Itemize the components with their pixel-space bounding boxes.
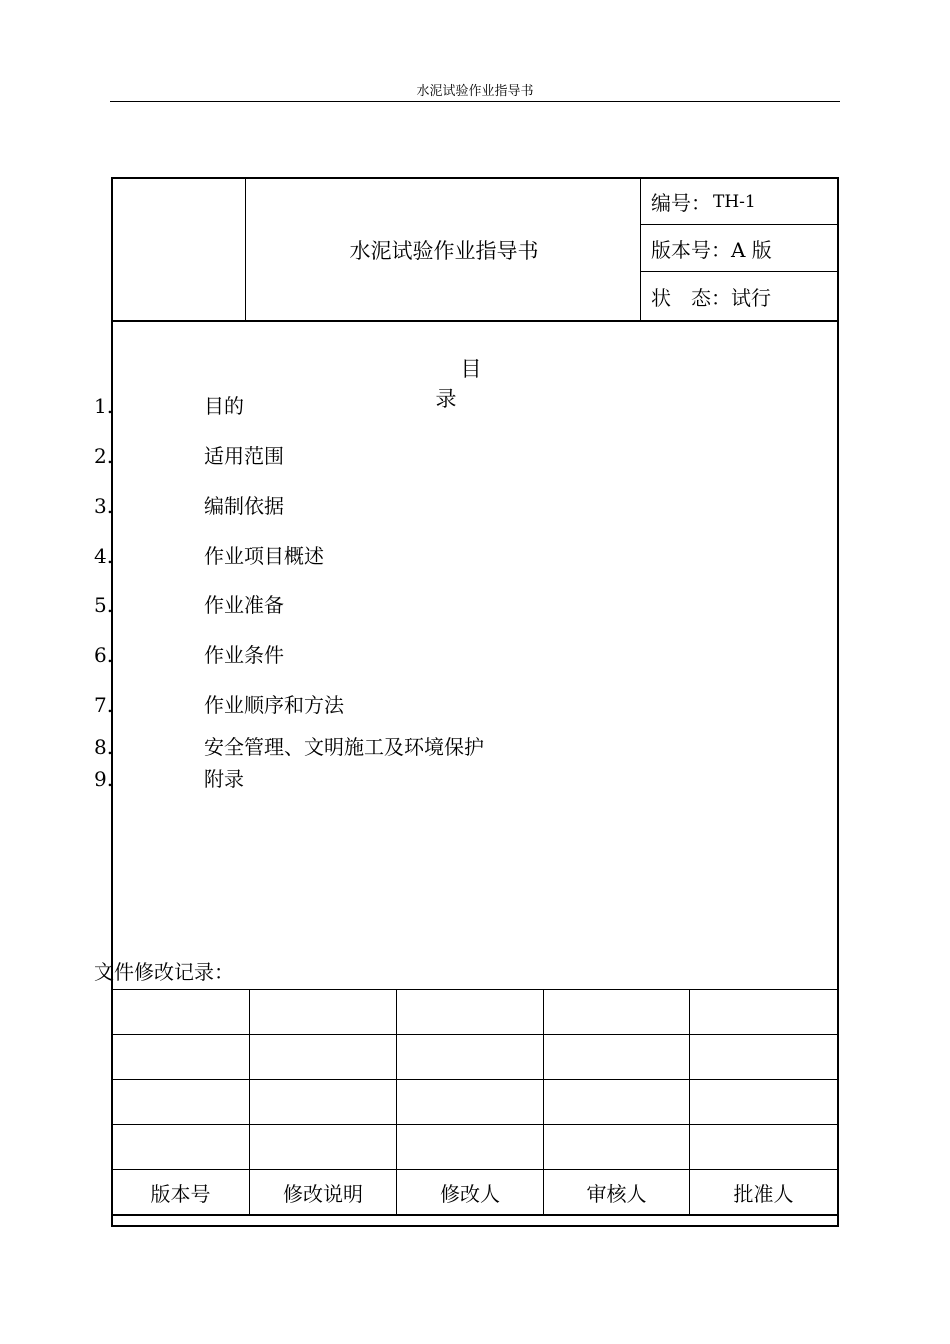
document-version: 版本号：A 版 — [641, 226, 838, 272]
document-code — [641, 179, 838, 225]
document-title: 水泥试验作业指导书 — [349, 238, 539, 263]
table-header-row — [112, 1170, 838, 1216]
table-cell — [112, 1080, 250, 1125]
toc-item-text: 目的 — [204, 394, 244, 418]
column-approver: 批准人 — [690, 1170, 838, 1216]
table-cell — [397, 1080, 544, 1125]
table-cell — [397, 1035, 544, 1080]
table-cell — [544, 1125, 690, 1170]
toc-item-number: 2. — [94, 444, 114, 468]
table-cell — [690, 990, 838, 1035]
table-cell — [112, 1035, 250, 1080]
meta-cell — [640, 179, 838, 320]
table-row — [112, 1125, 838, 1170]
toc-item-number: 8. — [94, 735, 114, 759]
table-cell — [250, 990, 397, 1035]
table-cell — [544, 1035, 690, 1080]
toc-item-number: 4. — [94, 544, 114, 568]
table-cell — [544, 990, 690, 1035]
table-row — [112, 1035, 838, 1080]
toc-item-text: 附录 — [204, 767, 244, 791]
code-value: TH-1 — [713, 191, 756, 212]
table-cell — [397, 990, 544, 1035]
toc-item-text: 编制依据 — [204, 494, 284, 518]
header-rule — [110, 101, 840, 102]
revision-record-table — [111, 989, 838, 1216]
code-label: 编号： — [651, 191, 711, 215]
toc-item-text: 作业顺序和方法 — [204, 693, 344, 717]
table-cell — [690, 1080, 838, 1125]
column-change-description: 修改说明 — [250, 1170, 397, 1216]
toc-item-number: 9. — [94, 767, 114, 791]
toc-heading: 目录 — [435, 357, 532, 411]
table-cell — [250, 1125, 397, 1170]
logo-cell — [113, 179, 246, 320]
table-cell — [690, 1035, 838, 1080]
title-block — [113, 179, 837, 322]
toc-item-text: 作业项目概述 — [204, 544, 324, 568]
table-cell — [112, 990, 250, 1035]
column-reviewer: 审核人 — [544, 1170, 690, 1216]
table-cell — [250, 1080, 397, 1125]
table-cell — [544, 1080, 690, 1125]
table-cell — [250, 1035, 397, 1080]
column-modifier: 修改人 — [397, 1170, 544, 1216]
toc-item-number: 7. — [94, 693, 114, 717]
toc-item-text: 安全管理、文明施工及环境保护 — [204, 735, 484, 759]
revision-record-label: 文件修改记录： — [94, 960, 234, 984]
toc-item-text: 作业准备 — [204, 593, 284, 617]
toc-item-number: 5. — [94, 593, 114, 617]
table-row — [112, 990, 838, 1035]
toc-item-number: 6. — [94, 643, 114, 667]
toc-item-text: 适用范围 — [204, 444, 284, 468]
document-status: 状 态：试行 — [651, 285, 771, 310]
toc-item-number: 1. — [94, 394, 114, 418]
toc-item-text: 作业条件 — [204, 643, 284, 667]
table-cell — [690, 1125, 838, 1170]
table-cell — [397, 1125, 544, 1170]
toc-item-number: 3. — [94, 494, 114, 518]
column-version: 版本号 — [112, 1170, 250, 1216]
table-row — [112, 1080, 838, 1125]
table-cell — [112, 1125, 250, 1170]
page-header: 水泥试验作业指导书 — [416, 84, 534, 99]
